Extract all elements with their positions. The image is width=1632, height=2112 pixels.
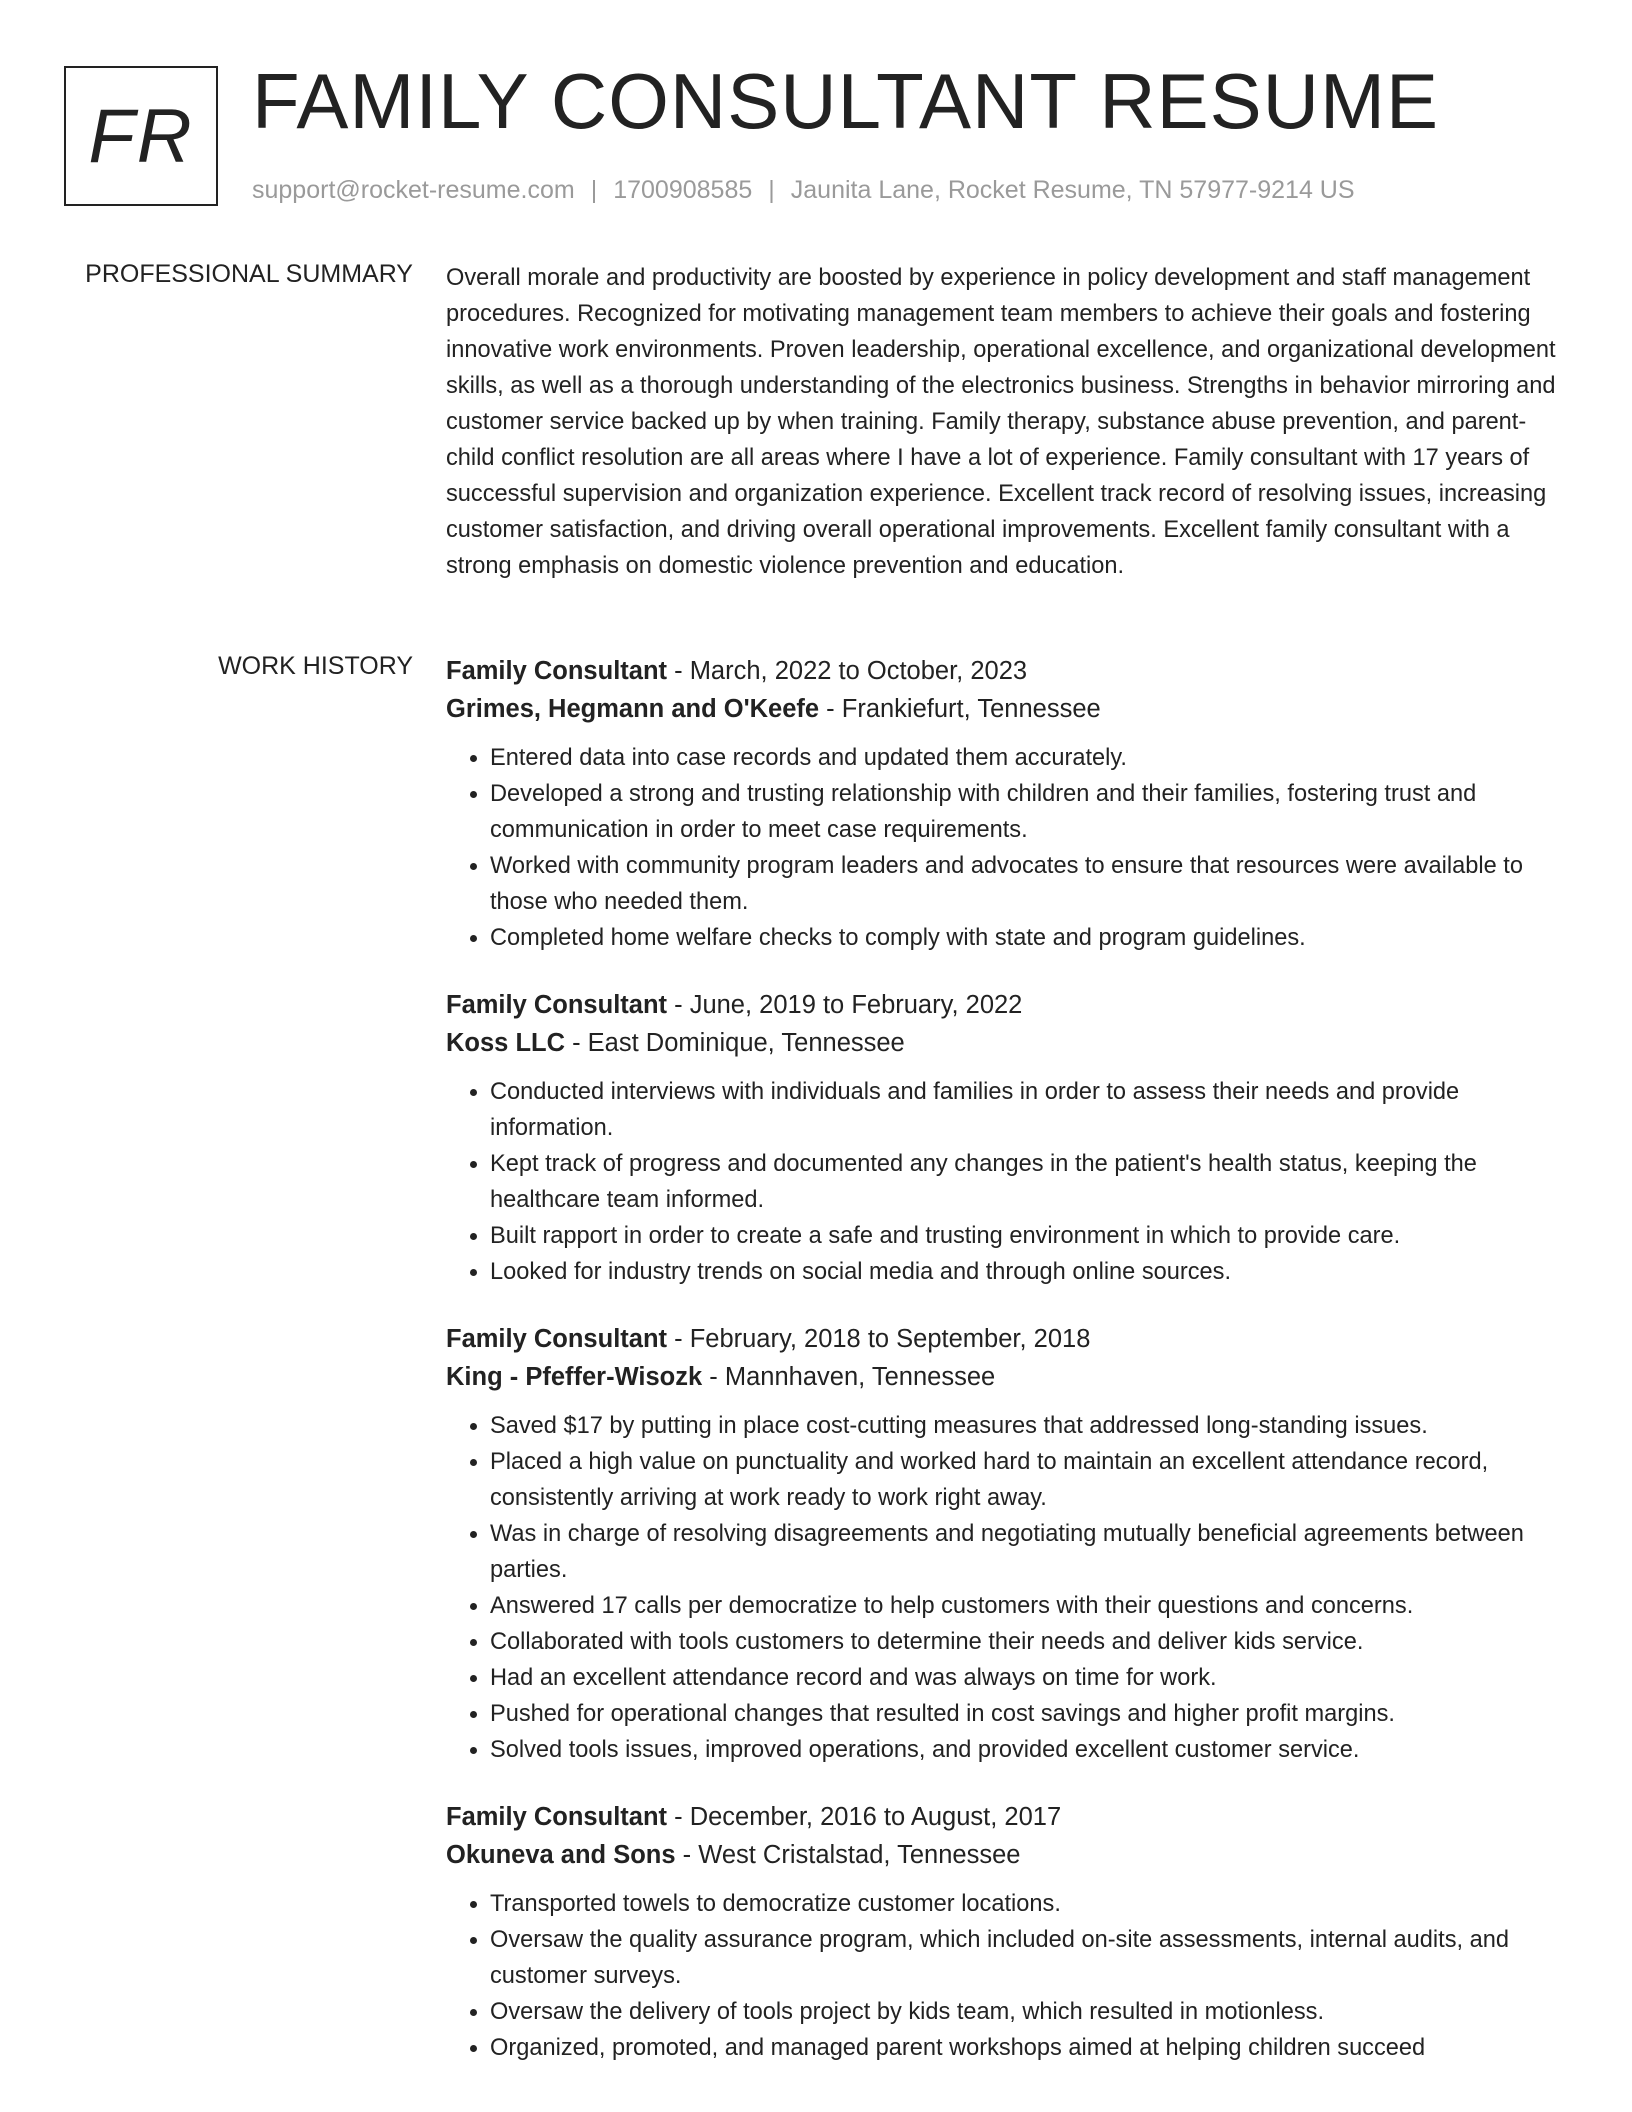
job-entry (446, 652, 1572, 956)
job-bullet: • Placed a high value on punctuality and worked hard to maintain an excellent attendance record, consistently arriving at work ready to work right away. (490, 1444, 1572, 1516)
job-bullet: • Entered data into case records and updated them accurately. (490, 740, 1572, 776)
job-bullet: • Developed a strong and trusting relationship with children and their families, fostering trust and communication in order to meet case requirements. (490, 776, 1572, 848)
job-bullet: • Worked with community program leaders and advocates to ensure that resources were available to those who needed them. (490, 848, 1572, 920)
job-company: Grimes, Hegmann and O'Keefe (446, 695, 820, 723)
job-location: - East Dominique, Tennessee (565, 1029, 905, 1057)
job-title: Family Consultant (446, 1325, 668, 1353)
job-location: - Mannhaven, Tennessee (702, 1363, 996, 1391)
job-bullets (446, 1886, 1572, 2066)
job-title: Family Consultant (446, 991, 668, 1019)
job-bullets (446, 1074, 1572, 1290)
job-title-line (446, 1798, 1572, 1836)
job-dates: - February, 2018 to September, 2018 (667, 1325, 1091, 1353)
monogram-initials: FR (88, 93, 194, 179)
job-bullet: • Completed home welfare checks to comply with state and program guidelines. (490, 920, 1572, 956)
job-bullet: • Collaborated with tools customers to determine their needs and deliver kids service. (490, 1624, 1572, 1660)
job-bullet: • Solved tools issues, improved operations, and provided excellent customer service. (490, 1732, 1572, 1768)
job-entry (446, 1320, 1572, 1768)
job-bullet: • Conducted interviews with individuals and families in order to assess their needs and provide information. (490, 1074, 1572, 1146)
summary-heading: PROFESSIONAL SUMMARY (85, 260, 413, 288)
contact-separator: | (768, 176, 775, 204)
summary-body (446, 260, 1572, 584)
job-bullet: • Looked for industry trends on social media and through online sources. (490, 1254, 1572, 1290)
job-dates: - March, 2022 to October, 2023 (667, 657, 1028, 685)
job-title-line (446, 1320, 1572, 1358)
monogram-logo (64, 66, 218, 206)
work-history-heading: WORK HISTORY (218, 652, 413, 680)
job-bullet: • Built rapport in order to create a safe and trusting environment in which to provide care. (490, 1218, 1572, 1254)
job-dates: - June, 2019 to February, 2022 (667, 991, 1023, 1019)
contact-email: support@rocket-resume.com (252, 176, 575, 204)
job-bullet: • Pushed for operational changes that resulted in cost savings and higher profit margins. (490, 1696, 1572, 1732)
job-bullet: • Was in charge of resolving disagreements and negotiating mutually beneficial agreements between parties. (490, 1516, 1572, 1588)
job-bullets (446, 740, 1572, 956)
job-company-line (446, 1358, 1572, 1396)
job-company-line (446, 1836, 1572, 1874)
job-company-line (446, 1024, 1572, 1062)
job-bullets (446, 1408, 1572, 1768)
job-title: Family Consultant (446, 657, 668, 685)
job-company: Okuneva and Sons (446, 1841, 676, 1869)
job-title-line (446, 652, 1572, 690)
job-bullet: • Saved $17 by putting in place cost-cutting measures that addressed long-standing issues. (490, 1408, 1572, 1444)
job-company-line (446, 690, 1572, 728)
job-entry (446, 986, 1572, 1290)
job-bullet: • Had an excellent attendance record and was always on time for work. (490, 1660, 1572, 1696)
contact-info (252, 176, 1355, 205)
summary-text: Overall morale and productivity are boosted by experience in policy development and staff management procedures. Recognized for motivating management team members to achieve their goals and fostering innovative work environments. Proven leadership, operational excellence, and organizational development skills, as well as a thorough understanding of the electronics business. Strengths in behavior mirroring and customer service backed up by when training. Family therapy, substance abuse prevention, and parent-child conflict resolution are all areas where I have a lot of experience. Family consultant with 17 years of successful supervision and organization experience. Excellent track record of resolving issues, increasing customer satisfaction, and driving overall operational improvements. Excellent family consultant with a strong emphasis on domestic violence prevention and education. (446, 265, 1556, 579)
job-location: - West Cristalstad, Tennessee (675, 1841, 1021, 1869)
contact-address: Jaunita Lane, Rocket Resume, TN 57977-9214 US (790, 176, 1355, 204)
job-company: King - Pfeffer-Wisozk (446, 1363, 703, 1391)
job-bullet: • Transported towels to democratize customer locations. (490, 1886, 1572, 1922)
job-bullet: • Oversaw the quality assurance program, which included on-site assessments, internal audits, and customer surveys. (490, 1922, 1572, 1994)
job-location: - Frankiefurt, Tennessee (819, 695, 1101, 723)
contact-separator: | (590, 176, 598, 204)
job-bullet: • Organized, promoted, and managed parent workshops aimed at helping children succeed (490, 2030, 1572, 2066)
job-dates: - December, 2016 to August, 2017 (667, 1803, 1062, 1831)
job-company: Koss LLC (446, 1029, 566, 1057)
contact-phone: 1700908585 (613, 176, 753, 204)
job-entry (446, 1798, 1572, 2066)
job-bullet: • Oversaw the delivery of tools project by kids team, which resulted in motionless. (490, 1994, 1572, 2030)
job-title: Family Consultant (446, 1803, 668, 1831)
job-bullet: • Answered 17 calls per democratize to help customers with their questions and concerns. (490, 1588, 1572, 1624)
job-bullet: • Kept track of progress and documented any changes in the patient's health status, keeping the healthcare team informed. (490, 1146, 1572, 1218)
resume-title: FAMILY CONSULTANT RESUME (252, 57, 1439, 145)
work-history-body (446, 652, 1572, 2096)
job-title-line (446, 986, 1572, 1024)
